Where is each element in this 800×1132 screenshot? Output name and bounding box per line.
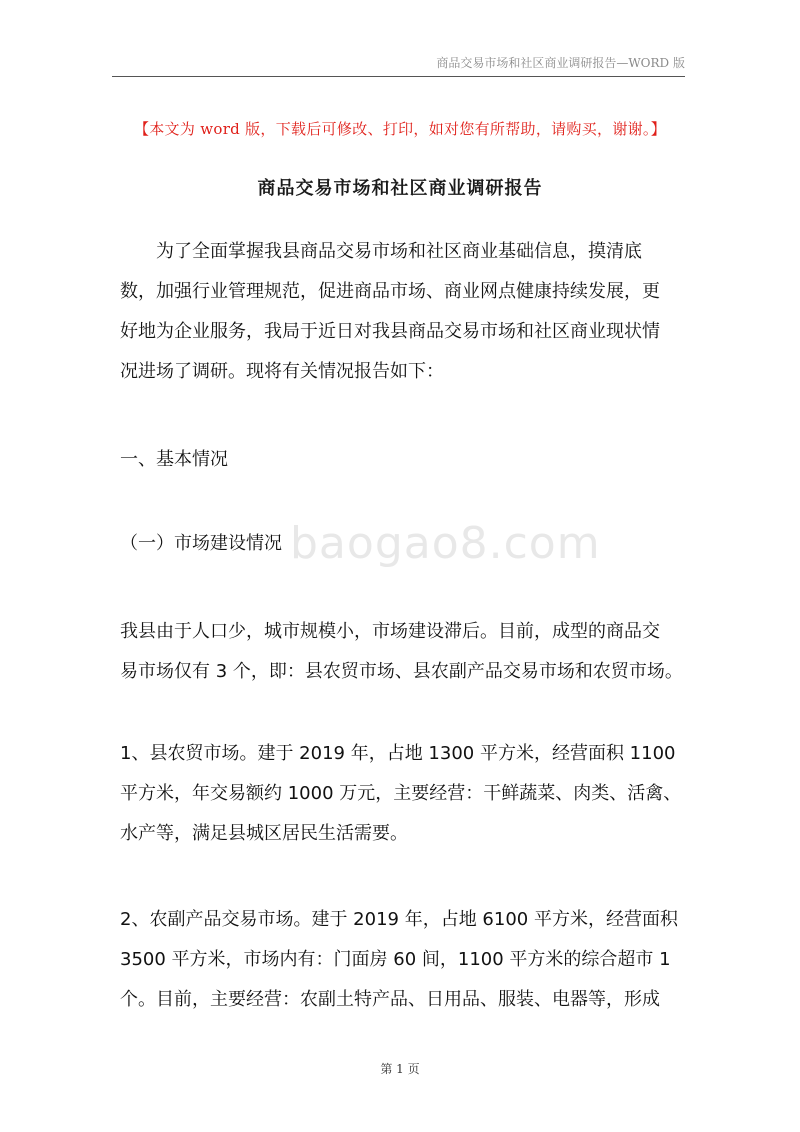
intro-paragraph	[120, 232, 684, 392]
document-title: 商品交易市场和社区商业调研报告	[257, 178, 543, 199]
paragraph-line: 水产等，满足县城区居民生活需要。	[120, 823, 408, 844]
section-heading-text: 一、基本情况	[120, 449, 228, 470]
purchase-notice: 【本文为 word 版，下载后可修改、打印，如对您有所帮助，请购买，谢谢。】	[133, 120, 667, 138]
paragraph-line: 易市场仅有 3 个，即：县农贸市场、县农副产品交易市场和农贸市场。	[120, 661, 683, 682]
paragraph-line: 个。目前，主要经营：农副土特产品、日用品、服装、电器等，形成	[120, 989, 660, 1010]
paragraph-line: 3500 平方米，市场内有：门面房 60 间，1100 平方米的综合超市 1	[120, 949, 671, 970]
paragraph-line: 我县由于人口少，城市规模小，市场建设滞后。目前，成型的商品交	[120, 621, 660, 642]
item2-paragraph	[120, 900, 684, 1020]
paragraph-line: 数，加强行业管理规范，促进商品市场、商业网点健康持续发展，更	[120, 281, 660, 302]
paragraph-line: 好地为企业服务，我局于近日对我县商品交易市场和社区商业现状情	[120, 321, 660, 342]
page-number: 第 1 页	[380, 1062, 420, 1076]
watermark: baogao8.com	[290, 518, 601, 569]
paragraph-line: 况进场了调研。现将有关情况报告如下：	[120, 361, 444, 382]
item1-paragraph	[120, 734, 684, 854]
page-header	[112, 54, 685, 77]
running-title: 商品交易市场和社区商业调研报告—WORD 版	[436, 56, 685, 70]
section-heading	[120, 440, 684, 480]
paragraph-line: 1、县农贸市场。建于 2019 年，占地 1300 平方米，经营面积 1100	[120, 743, 676, 764]
paragraph-line: 为了全面掌握我县商品交易市场和社区商业基础信息，摸清底	[156, 241, 642, 262]
subsection-heading-text: （一）市场建设情况	[120, 533, 282, 554]
paragraph-line: 2、农副产品交易市场。建于 2019 年，占地 6100 平方米，经营面积	[120, 909, 678, 930]
paragraph-line: 平方米，年交易额约 1000 万元，主要经营：干鲜蔬菜、肉类、活禽、	[120, 783, 682, 804]
overview-paragraph	[120, 612, 684, 692]
subsection-heading	[120, 524, 684, 564]
